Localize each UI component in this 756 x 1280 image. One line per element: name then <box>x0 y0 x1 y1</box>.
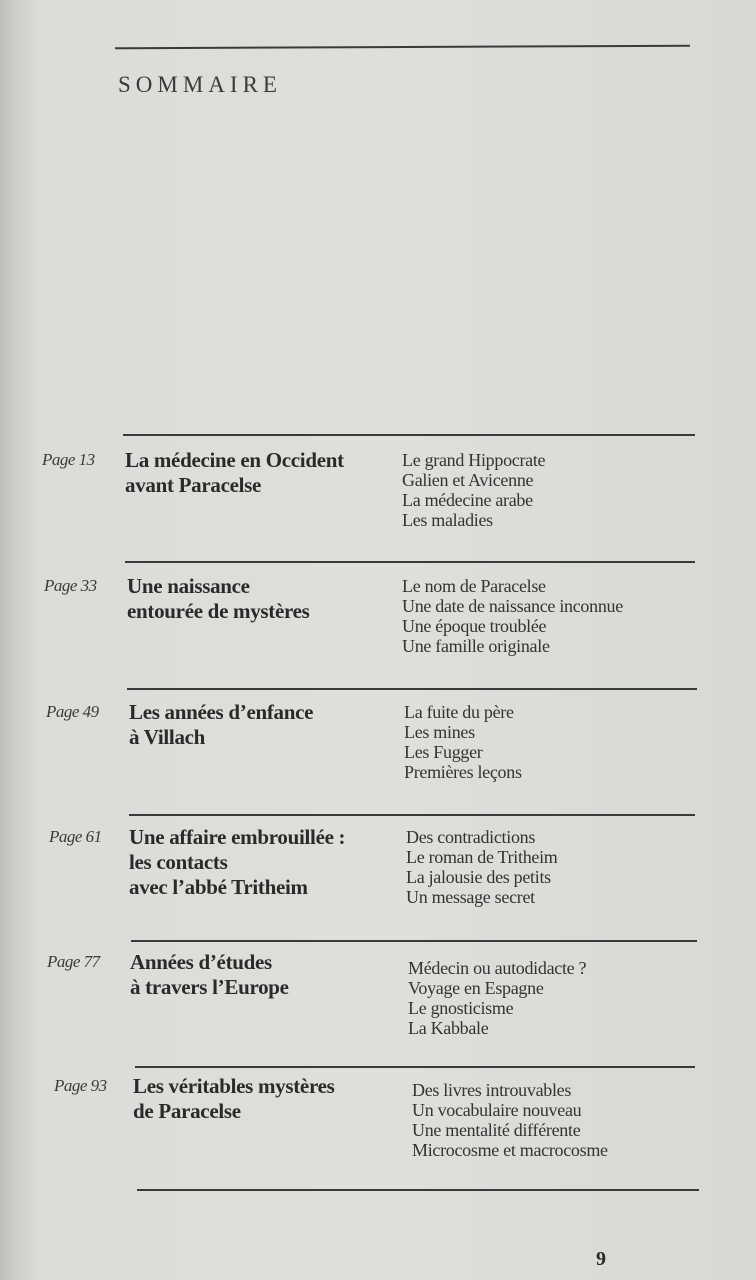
chapter-title: Les années d’enfance à Villach <box>129 700 314 749</box>
topic-list: Des contradictions Le roman de Tritheim La jalousie des petits Un message secret <box>406 827 558 907</box>
top-rule <box>115 45 690 50</box>
divider <box>123 434 695 436</box>
chapter-title: Les véritables mystères de Paracelse <box>133 1074 335 1123</box>
topic-list: Le nom de Paracelse Une date de naissance inconnue Une époque troublée Une famille originale <box>402 576 623 656</box>
topic-list: La fuite du père Les mines Les Fugger Premières leçons <box>404 702 522 782</box>
toc-entry <box>54 1074 694 1194</box>
toc-entry <box>46 700 686 820</box>
toc-entry <box>42 448 682 568</box>
topic-list: Médecin ou autodidacte ? Voyage en Espagne Le gnosticisme La Kabbale <box>408 958 587 1038</box>
chapter-title: Une affaire embrouillée : les contacts avec l’abbé Tritheim <box>129 825 346 899</box>
page-number: Page 77 <box>47 952 100 971</box>
page-number: Page 33 <box>44 576 97 595</box>
page-number: Page 13 <box>42 450 95 469</box>
page-number: Page 61 <box>49 827 102 846</box>
page-title: SOMMAIRE <box>118 72 282 97</box>
chapter-title: Une naissance entourée de mystères <box>127 574 310 623</box>
toc-entry <box>49 825 689 945</box>
toc-entry <box>47 950 687 1070</box>
page-folio: 9 <box>596 1248 606 1270</box>
chapter-title: La médecine en Occident avant Paracelse <box>125 448 344 497</box>
toc-entry <box>44 574 684 694</box>
page-number: Page 49 <box>46 702 99 721</box>
topic-list: Des livres introuvables Un vocabulaire nouveau Une mentalité différente Microcosme et macrocosme <box>412 1080 608 1160</box>
chapter-title: Années d’études à travers l’Europe <box>130 950 289 999</box>
topic-list: Le grand Hippocrate Galien et Avicenne La médecine arabe Les maladies <box>402 450 546 530</box>
page-number: Page 93 <box>54 1076 107 1095</box>
